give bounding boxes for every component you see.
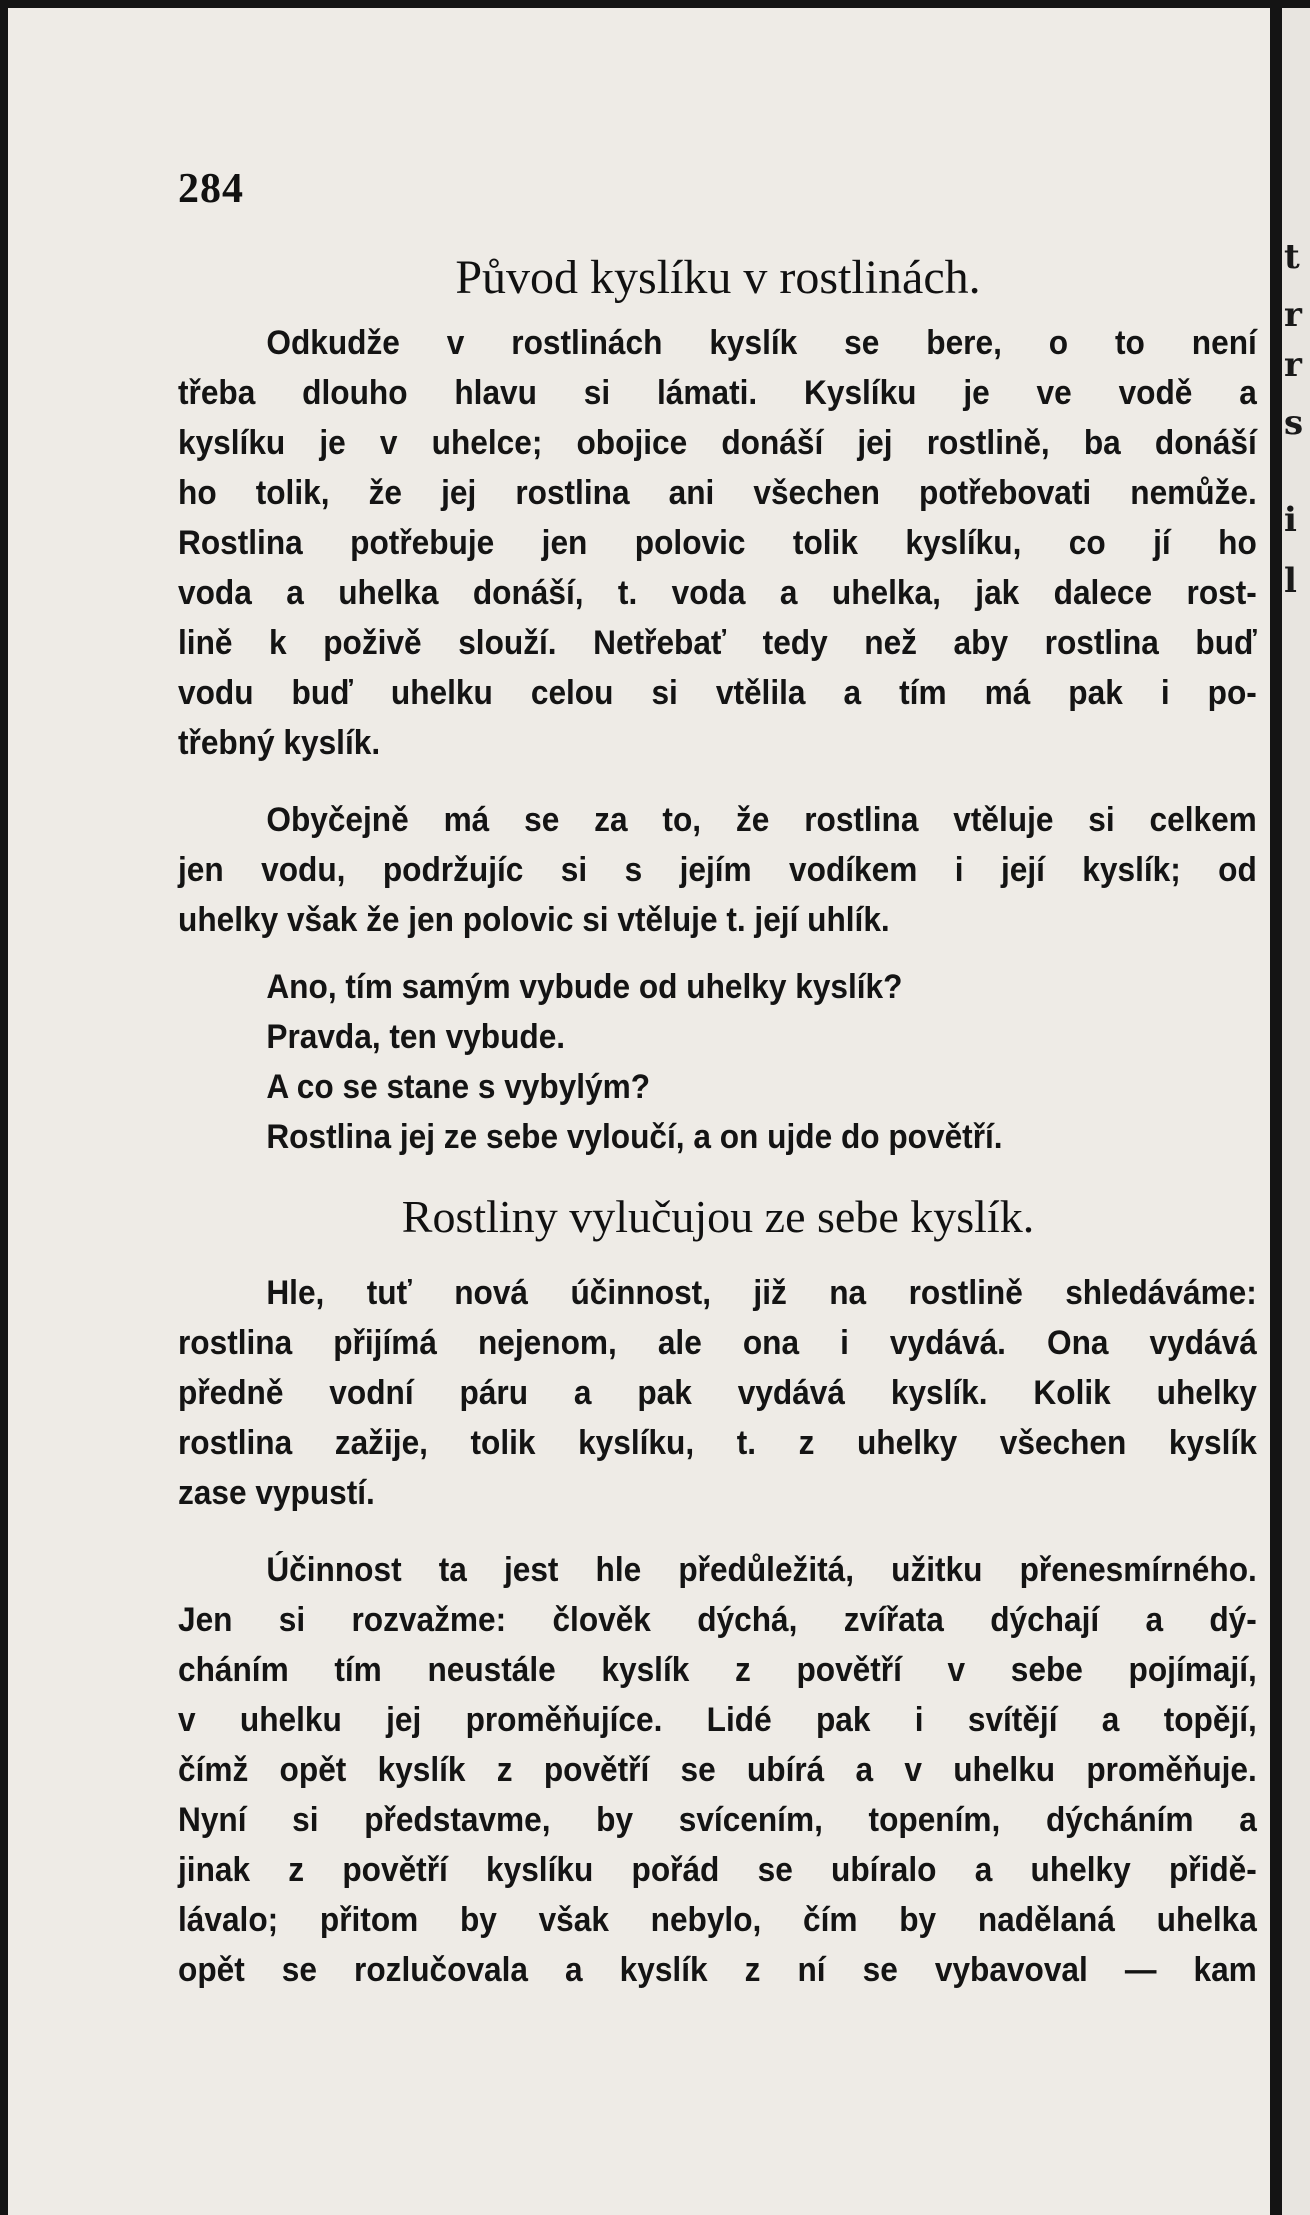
text-line: opět se rozlučovala a kyslík z ní se vybavoval — kam xyxy=(178,1951,1257,1989)
paragraph xyxy=(178,318,1257,768)
text-line: Jen si rozvažme: člověk dýchá, zvířata dýchají a dý- xyxy=(178,1601,1257,1639)
text-line: voda a uhelka donáší, t. voda a uhelka, jak dalece rost- xyxy=(178,574,1257,612)
text-line: předně vodní páru a pak vydává kyslík. Kolik uhelky xyxy=(178,1374,1257,1412)
paragraph xyxy=(178,795,1257,945)
paragraph xyxy=(178,962,1257,1162)
text-line: třeba dlouho hlavu si lámati. Kyslíku je ve vodě a xyxy=(178,374,1257,412)
edge-letter: t xyxy=(1284,237,1300,277)
paragraph xyxy=(178,1545,1257,1995)
page-number: 284 xyxy=(178,166,244,212)
edge-letter: i xyxy=(1284,500,1297,540)
section-heading: Rostliny vylučujou ze sebe kyslík. xyxy=(401,1191,1035,1242)
edge-letter: r xyxy=(1284,295,1302,335)
text-line: Ano, tím samým vybude od uhelky kyslík? xyxy=(266,968,903,1006)
text-line: Pravda, ten vybude. xyxy=(266,1018,566,1056)
text-line: A co se stane s vybylým? xyxy=(266,1068,651,1106)
text-line: jen vodu, podržujíc si s jejím vodíkem i její kyslík; od xyxy=(178,851,1257,889)
text-line: lávalo; přitom by však nebylo, čím by nadělaná uhelka xyxy=(178,1901,1257,1939)
text-line: uhelky však že jen polovic si vtěluje t. její uhlík. xyxy=(178,901,890,939)
text-line: zase vypustí. xyxy=(178,1474,375,1512)
text-line: lině k poživě slouží. Netřebať tedy než aby rostlina buď xyxy=(178,624,1257,662)
text-line: Odkudže v rostlinách kyslík se bere, o to není xyxy=(266,324,1257,362)
text-line: Hle, tuť nová účinnost, již na rostlině shledáváme: xyxy=(266,1274,1257,1312)
text-line: ho tolik, že jej rostlina ani všechen potřebovati nemůže. xyxy=(178,474,1257,512)
edge-letter: s xyxy=(1284,403,1304,443)
text-line: v uhelku jej proměňujíce. Lidé pak i svítějí a topějí, xyxy=(178,1701,1257,1739)
section-heading: Původ kyslíku v rostlinách. xyxy=(455,251,981,304)
text-line: jinak z povětří kyslíku pořád se ubíralo a uhelky přidě- xyxy=(178,1851,1257,1889)
adjacent-page-edge xyxy=(1282,8,1310,2215)
text-line: Rostlina jej ze sebe vyloučí, a on ujde do povětří. xyxy=(266,1118,1003,1156)
text-line: rostlina zažije, tolik kyslíku, t. z uhelky všechen kyslík xyxy=(178,1424,1257,1462)
text-line: cháním tím neustále kyslík z povětří v sebe pojímají, xyxy=(178,1651,1257,1689)
text-line: kyslíku je v uhelce; obojice donáší jej rostlině, ba donáší xyxy=(178,424,1257,462)
text-line: třebný kyslík. xyxy=(178,724,381,762)
text-line: rostlina přijímá nejenom, ale ona i vydává. Ona vydává xyxy=(178,1324,1257,1362)
text-line: Nyní si představme, by svícením, topením, dýcháním a xyxy=(178,1801,1257,1839)
text-line: Obyčejně má se za to, že rostlina vtěluje si celkem xyxy=(266,801,1257,839)
text-line: čímž opět kyslík z povětří se ubírá a v uhelku proměňuje. xyxy=(178,1751,1257,1789)
edge-letter: r xyxy=(1284,345,1302,385)
text-line: Účinnost ta jest hle předůležitá, užitku přenesmírného. xyxy=(266,1551,1257,1589)
edge-letter: l xyxy=(1284,561,1297,601)
text-line: vodu buď uhelku celou si vtělila a tím má pak i po- xyxy=(178,674,1257,712)
paragraph xyxy=(178,1268,1257,1518)
text-line: Rostlina potřebuje jen polovic tolik kyslíku, co jí ho xyxy=(178,524,1257,562)
